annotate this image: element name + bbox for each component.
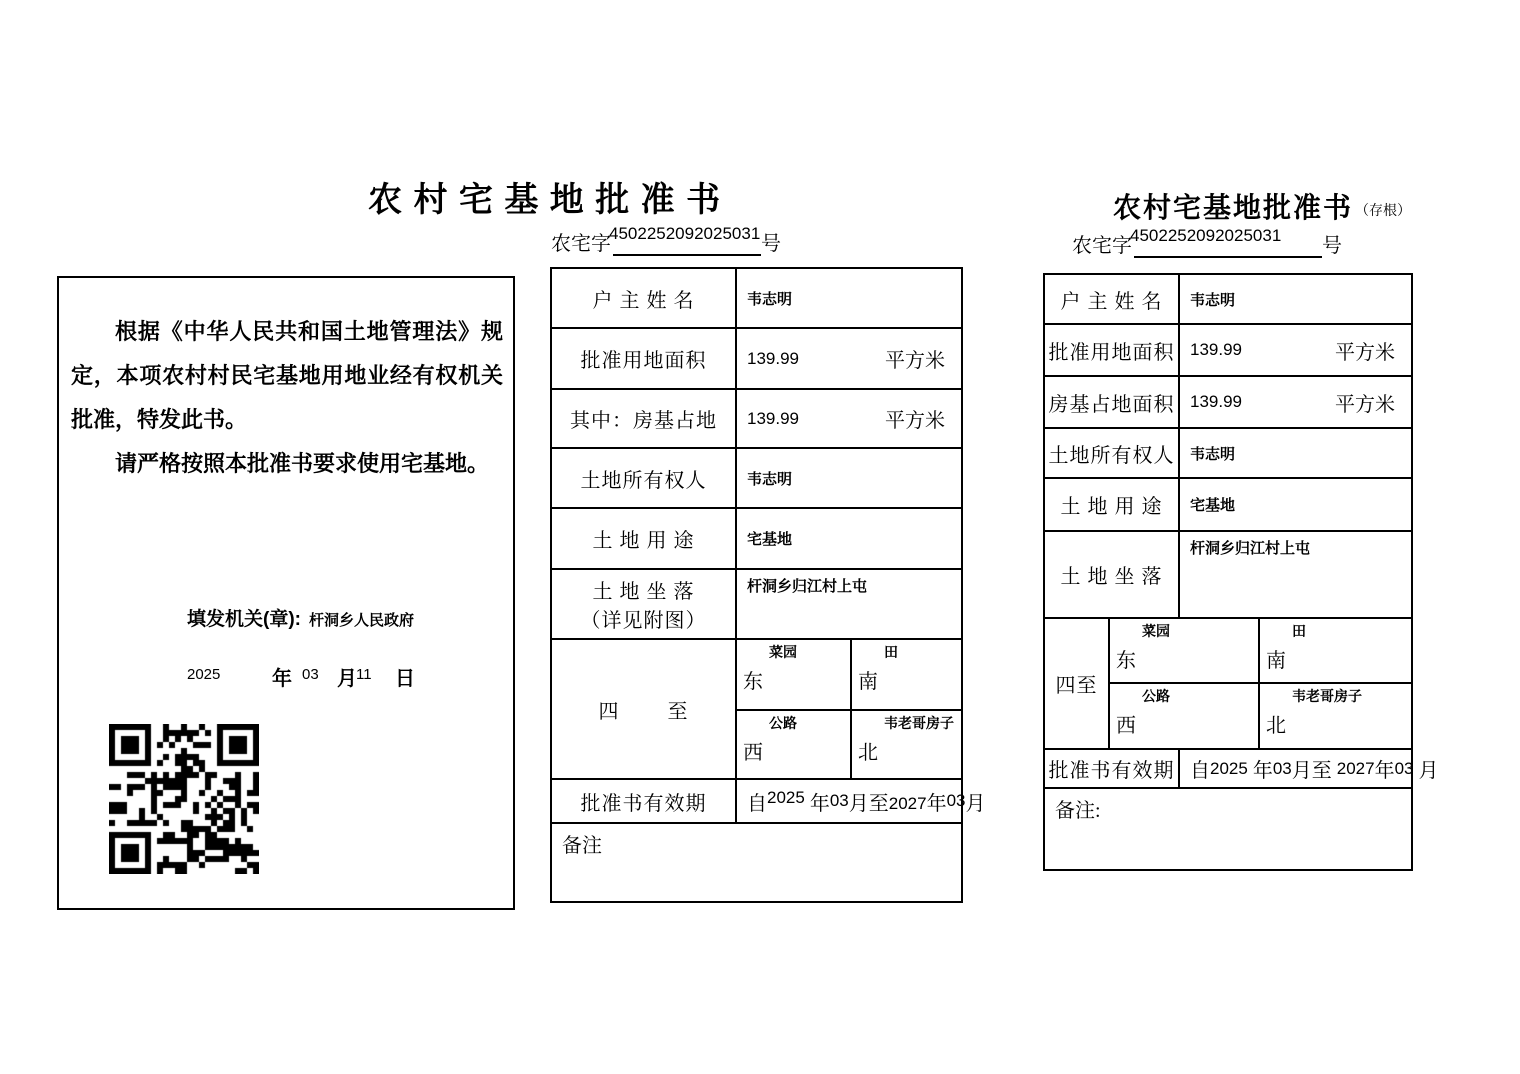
row-remarks [552,824,961,901]
validity-from-month: 03 [1272,758,1292,778]
row-label: 批准书有效期 [1045,750,1180,787]
boundary-north-cell [850,709,961,778]
approved-area-value: 139.99 [1190,340,1242,359]
validity-sep3: 年 [926,792,947,815]
instruction-paragraph-1: 根据《中华人民共和国土地管理法》规定，本项农村村民宅基地用地业经有权机关批准，特发此书。 [71,319,503,432]
instruction-text [71,310,503,486]
land-owner-value: 韦志明 [1190,445,1236,463]
issue-date [187,662,507,688]
house-footprint-value: 139.99 [1190,392,1242,411]
validity-sep3: 年 [1374,760,1395,782]
validity-sep4: 月 [1413,760,1439,782]
validity-prefix: 自 [1190,760,1210,782]
stub-subtitle: （存根） [1355,204,1412,219]
land-location-value: 杆洞乡归江村上屯 [747,578,868,595]
doc-number-suffix: 号 [1322,235,1342,257]
validity-sep2: 月至 [1291,760,1337,782]
row-approved-area [552,329,961,390]
area-unit: 平方米 [885,350,945,372]
stub-doc-number-line [1072,220,1342,258]
row-label: 批准用地面积 [1045,325,1180,375]
row-validity [552,780,986,824]
doc-number-underline [609,216,761,256]
certificate-table [550,267,986,903]
boundary-west-label: 西 [743,742,763,764]
validity-sep1: 年 [1247,760,1273,782]
instruction-panel [57,276,515,910]
row-label: 土地所有权人 [552,449,737,507]
house-footprint-value: 139.99 [747,408,799,428]
qr-code [109,724,259,874]
issuer-label: 填发机关(章): [187,609,301,630]
row-label: 土 地 用 途 [552,509,737,568]
page-title: 农 村 宅 基 地 批 准 书 [368,181,722,219]
row-label: 四 至 [552,640,737,778]
issuer-line [187,604,414,631]
doc-number-suffix: 号 [761,233,781,255]
boundary-east-label: 东 [743,671,763,693]
row-label: 批准用地面积 [552,329,737,388]
validity-from-year: 2025 [1210,758,1248,778]
row-label [552,570,737,638]
row-land-use [1045,479,1411,532]
row-house-footprint [552,390,961,449]
validity-from-year: 2025 [767,788,805,807]
issue-date-month: 03 [302,666,319,683]
validity-sep4: 月 [965,792,986,815]
land-location-value: 杆洞乡归江村上屯 [1190,540,1311,557]
row-label: 户 主 姓 名 [1045,275,1180,323]
issuer-name: 杆洞乡人民政府 [308,612,414,629]
doc-number-line [551,218,781,256]
boundary-west-cell [737,709,850,778]
instruction-paragraph-2: 请严格按照本批准书要求使用宅基地。 [115,451,490,476]
row-remarks [1045,789,1411,869]
row-validity [1045,750,1439,789]
area-unit: 平方米 [885,410,945,432]
householder-name-value: 韦志明 [1190,291,1236,309]
day-label: 日 [395,668,415,690]
boundary-west-value: 公路 [769,715,797,731]
row-land-owner [552,449,961,509]
boundary-east-label: 东 [1116,650,1136,672]
location-label-line1: 土 地 坐 落 [592,581,695,603]
validity-to-year: 2027 [1336,758,1375,778]
boundary-north-label: 北 [858,742,878,764]
issue-date-day: 11 [356,666,372,683]
validity-sep2: 月至 [848,792,889,815]
boundary-east-value: 菜园 [1142,623,1170,639]
boundary-south-value: 田 [1292,623,1306,639]
issue-date-year: 2025 [187,666,221,683]
boundary-south-label: 南 [1266,650,1286,672]
doc-number-value: 4502252092025031 [1130,226,1282,245]
validity-sep1: 年 [804,792,830,815]
stub-table [1043,273,1439,871]
validity-to-month: 03 [946,791,966,810]
row-householder-name [1045,275,1411,325]
boundary-west-label: 西 [1116,715,1136,737]
area-unit: 平方米 [1335,341,1395,364]
boundary-south-cell [1258,619,1411,682]
row-label: 房基占地面积 [1045,377,1180,427]
land-owner-value: 韦志明 [747,470,793,488]
row-boundaries [1045,619,1411,750]
row-house-footprint [1045,377,1411,429]
row-label: 土 地 坐 落 [1045,532,1180,617]
approved-area-value: 139.99 [747,348,799,368]
boundary-south-value: 田 [884,644,898,660]
boundary-east-value: 菜园 [769,644,797,660]
validity-from-month: 03 [829,791,849,810]
area-unit: 平方米 [1335,393,1395,416]
land-use-value: 宅基地 [1190,497,1236,514]
doc-number-underline [1130,218,1322,258]
boundary-north-label: 北 [1266,715,1286,737]
land-use-value: 宅基地 [747,531,793,548]
row-land-use [552,509,961,570]
doc-number-prefix: 农宅字 [1072,235,1132,257]
row-label: 四至 [1045,619,1110,748]
row-land-owner [1045,429,1411,479]
year-label: 年 [272,668,292,690]
row-label: 土 地 用 途 [1045,479,1180,530]
validity-to-month: 03 [1394,758,1414,778]
row-householder-name [552,269,961,329]
stub-title-text: 农村宅基地批准书 [1113,192,1354,223]
row-land-location [552,570,961,640]
boundary-south-cell [850,640,961,709]
row-label: 土地所有权人 [1045,429,1180,477]
boundary-north-value: 韦老哥房子 [1292,688,1362,704]
boundary-south-label: 南 [858,671,878,693]
boundary-east-cell [737,640,850,709]
householder-name-value: 韦志明 [747,290,793,308]
doc-number-value: 4502252092025031 [609,224,761,243]
remarks-label: 备注: [1055,800,1101,822]
boundary-east-cell [1110,619,1258,682]
boundary-west-value: 公路 [1142,688,1170,704]
row-label: 户 主 姓 名 [552,269,737,327]
month-label: 月 [337,668,357,690]
remarks-label: 备注 [562,835,602,857]
row-boundaries [552,640,961,780]
row-approved-area [1045,325,1411,377]
boundary-north-cell [1258,682,1411,748]
boundary-north-value: 韦老哥房子 [884,715,954,731]
location-label-line2: （详见附图） [580,610,707,632]
boundary-west-cell [1110,682,1258,748]
row-label: 批准书有效期 [552,780,737,822]
row-land-location [1045,532,1411,619]
row-label: 其中：房基占地 [552,390,737,447]
validity-prefix: 自 [747,792,767,815]
doc-number-prefix: 农宅字 [551,233,611,255]
validity-to-year: 2027 [888,794,927,813]
